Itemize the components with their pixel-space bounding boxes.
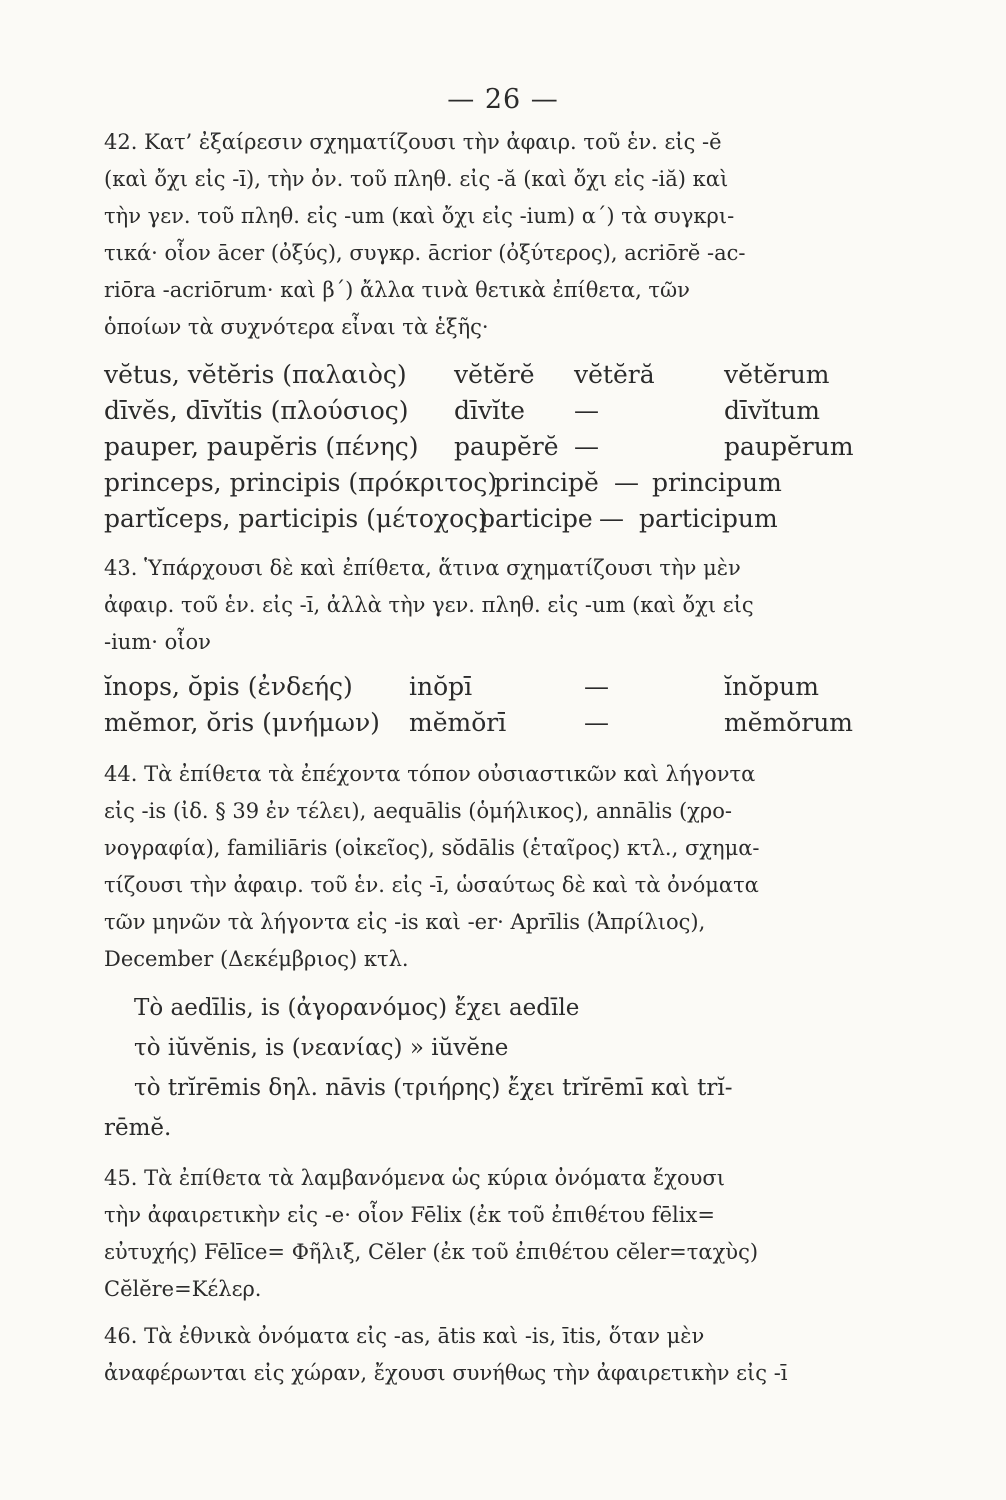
table-cell: vĕtĕrum xyxy=(724,360,830,389)
section-42 xyxy=(104,124,904,346)
section-46 xyxy=(104,1318,904,1392)
table-cell: principum xyxy=(652,468,782,497)
section-45-line: Cĕlĕre=Κέλερ. xyxy=(104,1277,262,1301)
table-cell: — xyxy=(614,468,639,497)
table-cell: — xyxy=(574,432,599,461)
table-cell: — xyxy=(574,396,599,425)
section-42-line: (καὶ ὄχι εἰς -ī), τὴν ὀν. τοῦ πληθ. εἰς -ă (καὶ ὄχι εἰς -iă) καὶ xyxy=(104,167,729,191)
table-cell: vĕtĕră xyxy=(574,360,655,389)
table-cell: paupĕrum xyxy=(724,432,854,461)
example-line: τὸ trĭrēmis δηλ. nāvis (τριήρης) ἔχει trĭrēmī καὶ trĭ- xyxy=(134,1075,733,1101)
section-45-line: τὴν ἀφαιρετικὴν εἰς -e· οἷον Fēlix (ἐκ τοῦ ἐπιθέτου fēlix= xyxy=(104,1203,715,1227)
table-cell: partĭceps, participis (μέτοχος) xyxy=(104,504,488,533)
table-cell: — xyxy=(599,504,624,533)
section-44 xyxy=(104,756,904,978)
section-43-line: 43. Ὑπάρχουσι δὲ καὶ ἐπίθετα, ἅτινα σχηματίζουσι τὴν μὲν xyxy=(104,556,741,580)
section-45 xyxy=(104,1160,904,1308)
section-42-line: riōra -acriōrum· καὶ β΄) ἄλλα τινὰ θετικὰ ἐπίθετα, τῶν xyxy=(104,278,690,302)
table-cell: vĕtĕrĕ xyxy=(454,360,535,389)
table-cell: principĕ xyxy=(494,468,599,497)
section-44-line: 44. Τὰ ἐπίθετα τὰ ἐπέχοντα τόπον οὐσιαστικῶν καὶ λήγοντα xyxy=(104,762,756,786)
table-cell: dīvĭtum xyxy=(724,396,820,425)
table-row xyxy=(104,672,904,708)
section-44-line: εἰς -is (ἰδ. § 39 ἐν τέλει), aequālis (ὁμήλικος), annālis (χρο- xyxy=(104,799,732,823)
section-43-line: -ium· οἷον xyxy=(104,630,211,654)
table-cell: participum xyxy=(639,504,778,533)
table-cell: — xyxy=(584,708,609,737)
table-cell: mĕmŏrum xyxy=(724,708,854,737)
table-cell: princeps, principis (πρόκριτος) xyxy=(104,468,498,497)
table-cell: vĕtus, vĕtĕris (παλαιὸς) xyxy=(104,360,407,389)
page-number: — 26 — xyxy=(447,84,559,115)
section-44-line: τίζουσι τὴν ἀφαιρ. τοῦ ἑν. εἰς -ī, ὡσαύτως δὲ καὶ τὰ ὀνόματα xyxy=(104,873,759,897)
section-43-line: ἀφαιρ. τοῦ ἑν. εἰς -ī, ἀλλὰ τὴν γεν. πληθ. εἰς -um (καὶ ὄχι εἰς xyxy=(104,593,754,617)
example-line: rēmĕ. xyxy=(104,1115,172,1141)
section-42-line: ὁποίων τὰ συχνότερα εἶναι τὰ ἑξῆς· xyxy=(104,315,489,339)
table-row xyxy=(104,360,904,396)
table-row xyxy=(104,396,904,432)
table-cell: dīvĭte xyxy=(454,396,525,425)
table-cell: paupĕrĕ xyxy=(454,432,559,461)
example-line: τὸ iŭvĕnis, is (νεανίας) » iŭvĕne xyxy=(134,1035,509,1061)
section-44-examples xyxy=(104,988,733,1148)
section-42-line: τὴν γεν. τοῦ πληθ. εἰς -um (καὶ ὄχι εἰς -ium) α΄) τὰ συγκρι- xyxy=(104,204,735,228)
table-cell: ĭnops, ŏpis (ἐνδεής) xyxy=(104,672,353,701)
table-row xyxy=(104,468,904,504)
section-44-line: December (Δεκέμβριος) κτλ. xyxy=(104,947,409,971)
section-44-line: νογραφία), familiāris (οἰκεῖος), sŏdālis (ἑταῖρος) κτλ., σχημα- xyxy=(104,836,760,860)
section-46-line: ἀναφέρωνται εἰς χώραν, ἔχουσι συνήθως τὴν ἀφαιρετικὴν εἰς -ī xyxy=(104,1361,788,1385)
section-46-line: 46. Τὰ ἐθνικὰ ὀνόματα εἰς -as, ātis καὶ -is, ītis, ὅταν μὲν xyxy=(104,1324,705,1348)
table-cell: inŏpī xyxy=(409,672,473,701)
table-cell: mĕmŏrī xyxy=(409,708,507,737)
declension-table-1 xyxy=(104,360,904,540)
section-44-line: τῶν μηνῶν τὰ λήγοντα εἰς -is καὶ -er· Aprīlis (Ἀπρίλιος), xyxy=(104,910,706,934)
table-cell: dīvĕs, dīvĭtis (πλούσιος) xyxy=(104,396,409,425)
table-cell: mĕmor, ŏris (μνήμων) xyxy=(104,708,380,737)
table-row xyxy=(104,504,904,540)
section-45-line: 45. Τὰ ἐπίθετα τὰ λαμβανόμενα ὡς κύρια ὀνόματα ἔχουσι xyxy=(104,1166,725,1190)
table-cell: — xyxy=(584,672,609,701)
example-line: Τὸ aedīlis, is (ἀγορανόμος) ἔχει aedīle xyxy=(134,995,580,1021)
table-cell: ĭnŏpum xyxy=(724,672,819,701)
table-cell: pauper, paupĕris (πένης) xyxy=(104,432,419,461)
section-42-line: τικά· οἷον ācer (ὀξύς), συγκρ. ācrior (ὀξύτερος), acriōrĕ -ac- xyxy=(104,241,746,265)
section-42-line: 42. Κατ’ ἐξαίρεσιν σχηματίζουσι τὴν ἀφαιρ. τοῦ ἑν. εἰς -ĕ xyxy=(104,130,722,154)
table-row xyxy=(104,708,904,744)
section-43 xyxy=(104,550,904,661)
section-45-line: εὐτυχής) Fēlīce= Φῆλιξ, Cĕler (ἐκ τοῦ ἐπιθέτου cĕler=ταχὺς) xyxy=(104,1240,759,1264)
table-cell: participe xyxy=(479,504,593,533)
declension-table-2 xyxy=(104,672,904,744)
table-row xyxy=(104,432,904,468)
